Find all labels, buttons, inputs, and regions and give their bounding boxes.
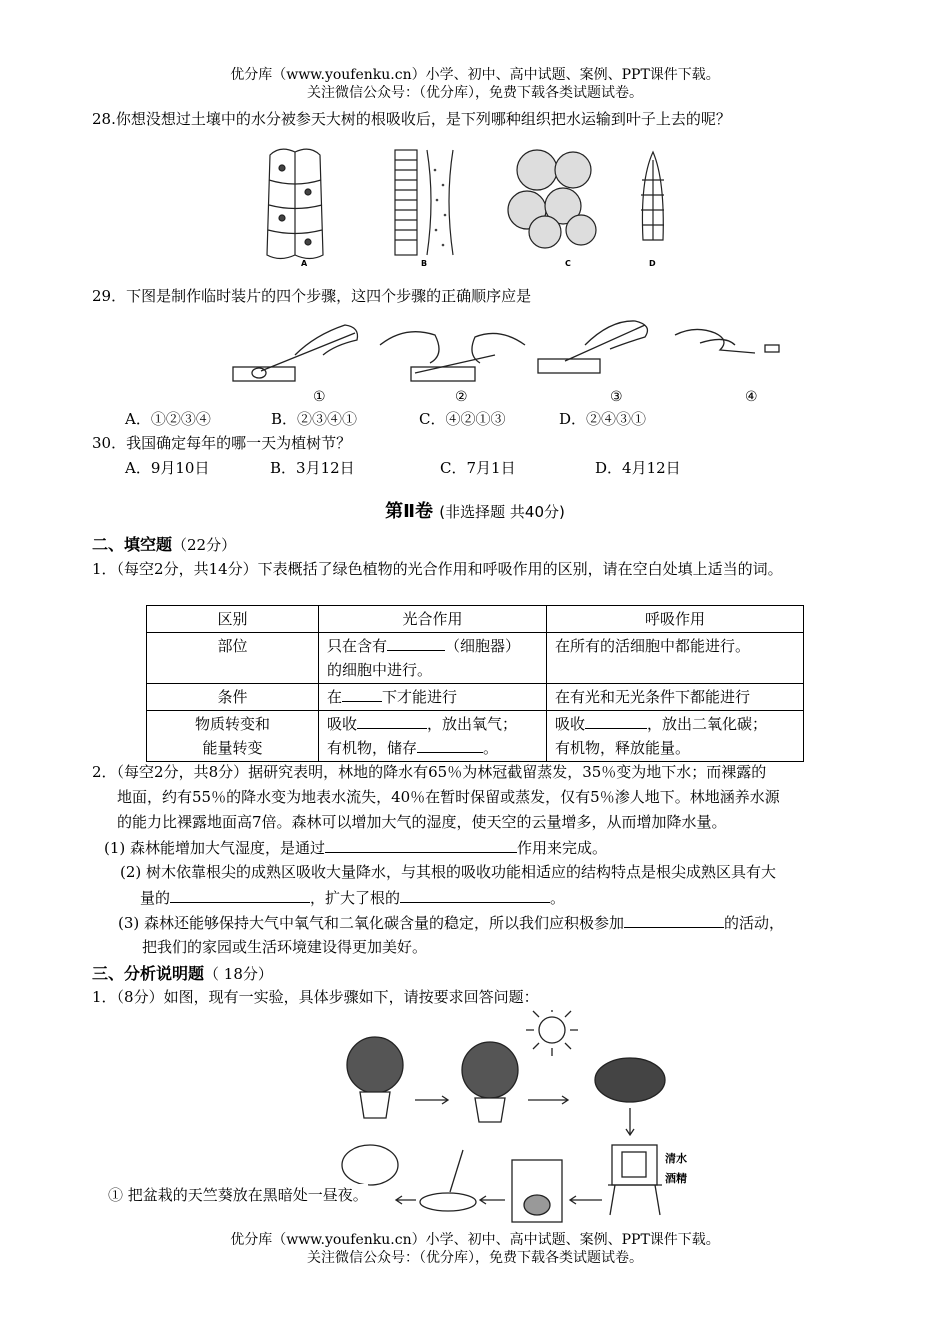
- step-label-1: ①: [313, 389, 326, 405]
- section2-heading: 二、填空题（22分）: [92, 535, 237, 554]
- section2-q2-sub1: (1) 森林能增加大气湿度，是通过 作用来完成。: [104, 836, 607, 858]
- q29-steps-figure: [225, 315, 795, 405]
- tissue-label-b: B: [421, 259, 428, 268]
- blank-root-hair[interactable]: [170, 886, 310, 903]
- comparison-table: [146, 605, 804, 762]
- footer-line-2: 关注微信公众号：（优分库），免费下载各类试题试卷。: [307, 1250, 643, 1266]
- q28-text: 28.你想没想过土壤中的水分被参天大树的根吸收后，是下列哪种组织把水运输到叶子上去的呢？: [92, 110, 731, 128]
- table-header-photo: 光合作用: [319, 606, 547, 633]
- section2-q2-line1: 2．（每空2分，共8分）据研究表明，林地的降水有65％为林冠截留蒸发，35％变为地下水；而裸露的: [92, 763, 767, 781]
- tissue-label-c: C: [565, 259, 571, 268]
- label-water: 清水: [665, 1152, 687, 1165]
- row-location-resp: 在所有的活细胞中都能进行。: [547, 633, 804, 684]
- q28-tissue-figure: [255, 140, 695, 270]
- step-label-2: ②: [455, 389, 468, 405]
- q29-options: [125, 408, 646, 429]
- section2-q2-sub3-line2: 把我们的家园或生活环境建设得更加美好。: [142, 938, 428, 956]
- section3-heading: 三、分析说明题（ 18分）: [92, 964, 273, 983]
- blank-transpiration[interactable]: [325, 836, 517, 853]
- q30-text: 30．我国确定每年的哪一天为植树节？: [92, 434, 352, 452]
- blank-surface-area[interactable]: [400, 886, 550, 903]
- row-condition-photo: 在 下才能进行: [319, 684, 547, 711]
- q29-text: 29．下图是制作临时装片的四个步骤，这四个步骤的正确顺序应是: [92, 287, 532, 305]
- section2-q2-sub2-line2: 量的 ，扩大了根的 。: [140, 886, 565, 908]
- tissue-b-image: [395, 150, 453, 255]
- q29-option-a[interactable]: A．①②③④: [125, 410, 211, 428]
- section2-q2-sub3-line1: (3) 森林还能够保持大气中氧气和二氧化碳含量的稳定，所以我们应积极参加 的活动，: [118, 911, 784, 933]
- row-location-photo: 只在含有 （细胞器） 的细胞中进行。: [319, 633, 547, 684]
- q29-option-d[interactable]: D．②④③①: [559, 410, 647, 428]
- row-condition-resp: 在有光和无光条件下都能进行: [547, 684, 804, 711]
- row-condition-label: 条件: [147, 684, 319, 711]
- q29-option-b[interactable]: B．②③④①: [271, 410, 358, 428]
- row-matter-resp: 吸收 ，放出二氧化碳； 有机物，释放能量。: [547, 711, 804, 762]
- header-line-2: 关注微信公众号：（优分库），免费下载各类试题试卷。: [307, 85, 643, 101]
- tissue-a-image: [267, 149, 323, 258]
- label-alcohol: 酒精: [665, 1172, 687, 1185]
- blank-store[interactable]: [417, 736, 483, 753]
- q30-option-b[interactable]: B．3月12日: [270, 459, 355, 477]
- section2-q2-line2: 地面，约有55％的降水变为地表水流失，40％在暂时保留或蒸发，仅有5％渗人地下。林地涵养水源: [117, 788, 780, 806]
- row-location-label: 部位: [147, 633, 319, 684]
- blank-resp-absorb[interactable]: [585, 712, 647, 729]
- table-header-resp: 呼吸作用: [547, 606, 804, 633]
- section3-q1-text: 1．（8分）如图，现有一实验，具体步骤如下，请按要求回答问题：: [92, 988, 539, 1006]
- q30-option-d[interactable]: D．4月12日: [595, 459, 681, 477]
- part2-title: 第Ⅱ卷 (非选择题 共40分): [385, 501, 565, 522]
- tissue-d-image: [641, 152, 664, 240]
- step-label-4: ④: [745, 389, 758, 405]
- q29-option-c[interactable]: C．④②①③: [419, 410, 506, 428]
- row-matter-label: 物质转变和 能量转变: [147, 711, 319, 762]
- tissue-label-d: D: [649, 259, 656, 268]
- header-line-1: 优分库（www.youfenku.cn）小学、初中、高中试题、案例、PPT课件下载。: [230, 67, 720, 83]
- section3-step1: ① 把盆栽的天竺葵放在黑暗处一昼夜。: [108, 1186, 368, 1204]
- step-label-3: ③: [610, 389, 623, 405]
- section2-q2-line3: 的能力比裸露地面高7倍。森林可以增加大气的湿度，使天空的云量增多，从而增加降水量。: [117, 813, 727, 831]
- experiment-figure: [330, 1010, 700, 1235]
- q30-option-c[interactable]: C．7月1日: [440, 459, 516, 477]
- section2-q1-text: 1．（每空2分，共14分）下表概括了绿色植物的光合作用和呼吸作用的区别，请在空白处填上适当的词。: [92, 560, 783, 578]
- footer-line-1: 优分库（www.youfenku.cn）小学、初中、高中试题、案例、PPT课件下载。: [230, 1232, 720, 1248]
- table-header-diff: 区别: [147, 606, 319, 633]
- blank-absorb[interactable]: [357, 712, 427, 729]
- section2-q2-sub2-line1: (2) 树木依靠根尖的成熟区吸收大量降水，与其根的吸收功能相适应的结构特点是根尖成熟区具有大: [120, 863, 777, 881]
- blank-condition[interactable]: [342, 685, 382, 702]
- tissue-label-a: A: [301, 259, 308, 268]
- row-matter-photo: 吸收 ，放出氧气； 有机物，储存 。: [319, 711, 547, 762]
- q30-option-a[interactable]: A．9月10日: [125, 459, 210, 477]
- blank-activity[interactable]: [624, 911, 724, 928]
- blank-organelle[interactable]: [387, 634, 445, 651]
- tissue-c-image: [508, 150, 596, 248]
- q30-options: [125, 457, 681, 478]
